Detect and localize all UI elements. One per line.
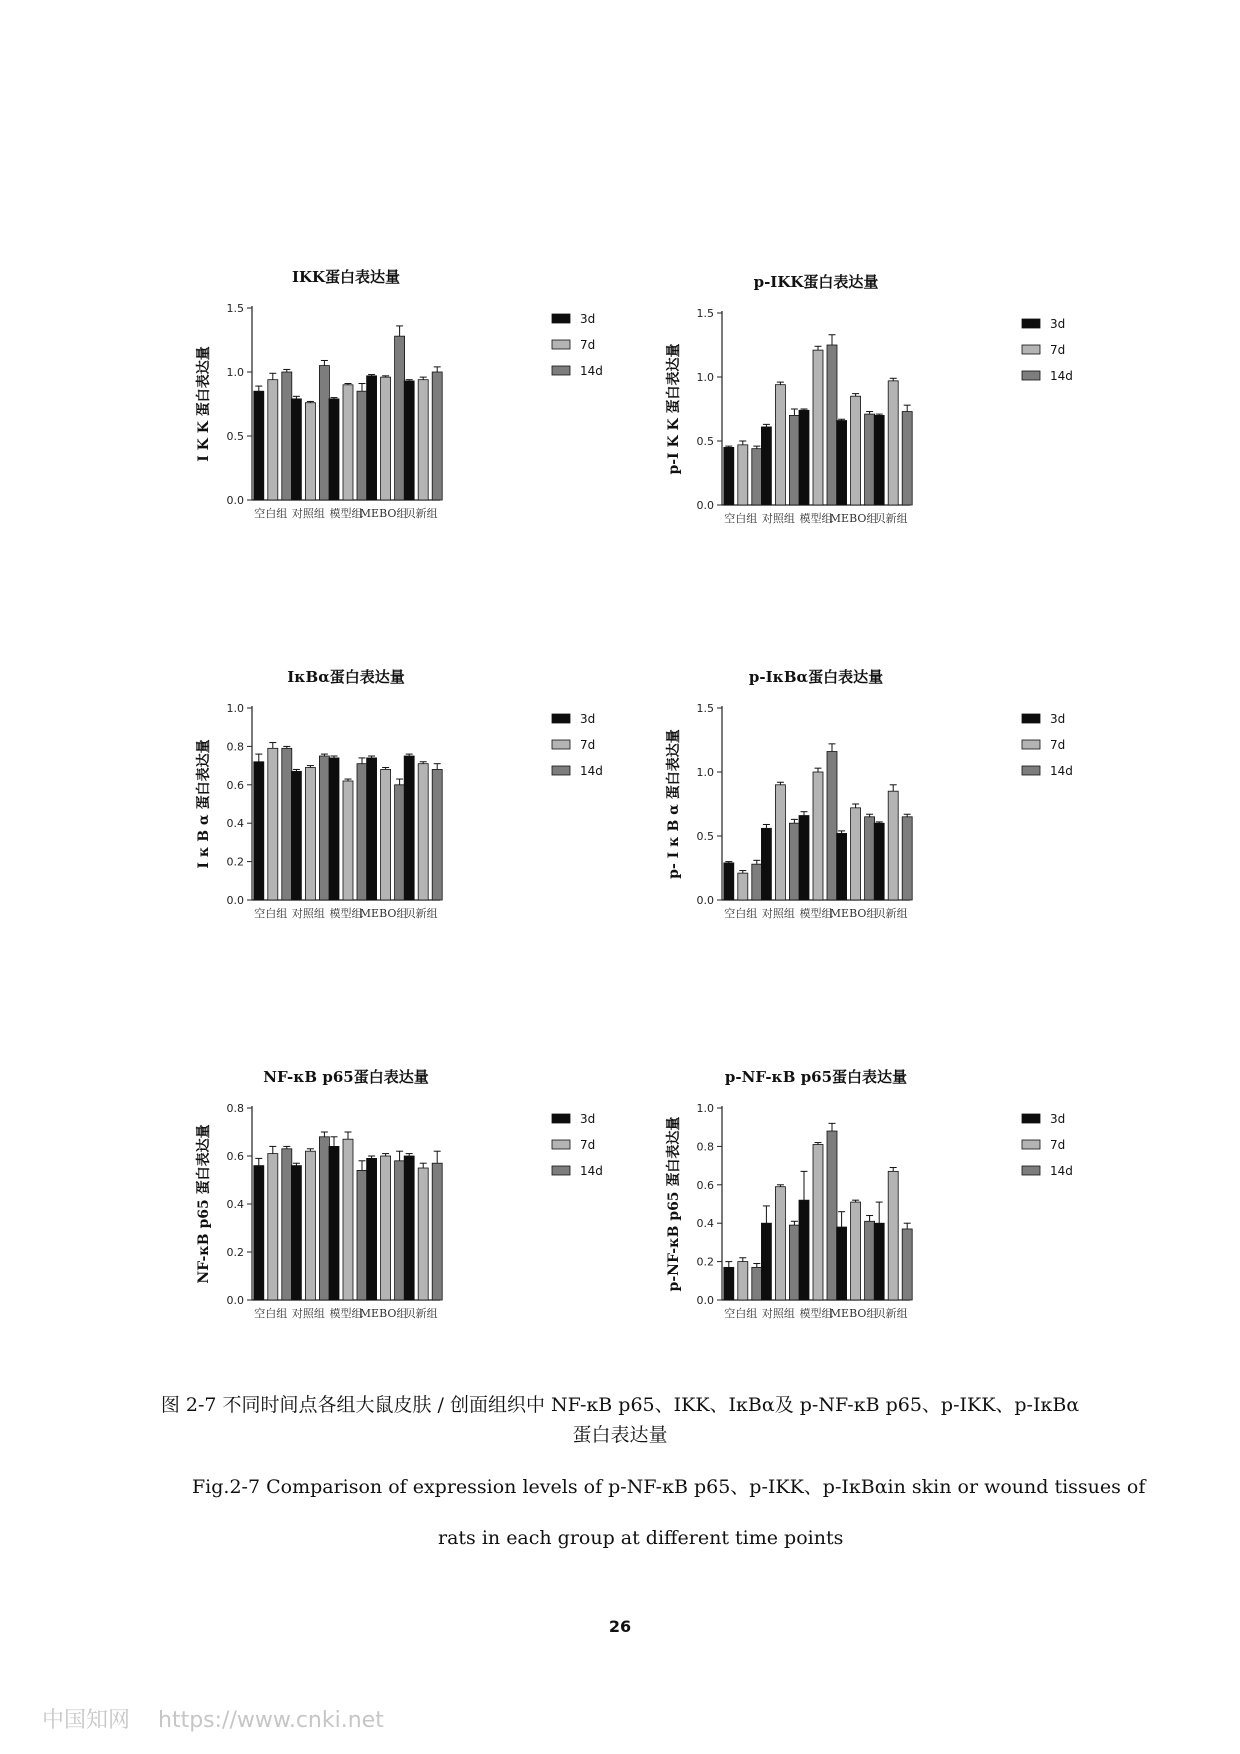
- x-tick-label: 空白组: [724, 1307, 758, 1320]
- bar-3d-1: [724, 863, 734, 900]
- bar-7d-3: [813, 772, 823, 900]
- y-tick-label: 0.0: [696, 499, 714, 512]
- y-tick-label: 1.5: [696, 702, 714, 715]
- x-tick-label: 空白组: [254, 507, 288, 520]
- x-tick-label: 对照组: [761, 512, 795, 525]
- x-tick-label: MEBO组: [829, 512, 878, 525]
- legend-swatch-7d: [552, 340, 570, 349]
- y-tick-label: 0.4: [226, 1198, 244, 1211]
- legend-swatch-14d: [552, 1166, 570, 1175]
- bar-7d-1: [738, 445, 748, 505]
- chart-title: p-IKK蛋白表达量: [753, 273, 879, 291]
- bar-14d-1: [282, 1149, 292, 1300]
- legend-swatch-14d: [1022, 766, 1040, 775]
- legend-swatch-7d: [1022, 1140, 1040, 1149]
- x-tick-label: MEBO组: [359, 507, 408, 520]
- legend-swatch-3d: [1022, 714, 1040, 723]
- bar-3d-1: [254, 762, 264, 900]
- x-tick-label: MEBO组: [359, 1307, 408, 1320]
- chart-p-nfkb-p65: [650, 1060, 1090, 1350]
- bar-14d-4: [395, 336, 405, 500]
- bar-14d-4: [395, 1161, 405, 1300]
- chart-svg: [650, 660, 1090, 950]
- x-tick-label: 对照组: [761, 907, 795, 920]
- y-tick-label: 1.0: [696, 371, 714, 384]
- bar-14d-3: [827, 752, 837, 900]
- x-tick-label: 贝新组: [404, 1307, 438, 1320]
- y-tick-label: 1.5: [226, 302, 244, 315]
- chart-ikba: [180, 660, 620, 950]
- bar-14d-1: [752, 1267, 762, 1300]
- y-tick-label: 0.2: [226, 1246, 244, 1259]
- y-tick-label: 0.8: [696, 1140, 714, 1154]
- bar-14d-1: [282, 748, 292, 900]
- bar-7d-5: [418, 764, 428, 900]
- bar-3d-3: [329, 399, 339, 500]
- bar-14d-2: [789, 415, 799, 505]
- x-tick-label: 模型组: [799, 1307, 833, 1320]
- legend-label-3d: 3d: [580, 1112, 596, 1126]
- x-tick-label: 贝新组: [404, 507, 438, 520]
- y-tick-label: 0.6: [226, 1150, 244, 1163]
- legend-label-7d: 7d: [580, 738, 596, 752]
- bar-7d-3: [813, 1144, 823, 1300]
- bar-3d-2: [761, 1223, 771, 1300]
- bar-14d-5: [432, 372, 442, 500]
- chart-nfkb-p65: [180, 1060, 620, 1350]
- bar-3d-5: [874, 823, 884, 900]
- y-axis-label: I K K 蛋白表达量: [196, 346, 212, 462]
- x-tick-label: 贝新组: [874, 1307, 908, 1320]
- y-tick-label: 0.2: [226, 855, 244, 869]
- y-tick-label: 1.5: [696, 307, 714, 320]
- legend-swatch-14d: [1022, 1166, 1040, 1175]
- bar-7d-4: [381, 377, 391, 500]
- chart-p-ikba: [650, 660, 1090, 950]
- bar-3d-3: [799, 816, 809, 900]
- legend-label-3d: 3d: [580, 712, 596, 726]
- bar-7d-5: [888, 381, 898, 505]
- page-number: 26: [608, 1617, 632, 1636]
- chart-ikk: [180, 260, 620, 550]
- legend-swatch-14d: [1022, 371, 1040, 380]
- legend-label-7d: 7d: [580, 338, 596, 352]
- chart-svg: [180, 260, 620, 550]
- bar-7d-5: [888, 791, 898, 900]
- x-tick-label: 对照组: [291, 1307, 325, 1320]
- legend-swatch-3d: [1022, 1114, 1040, 1123]
- figure-caption-cn: [100, 1390, 1140, 1450]
- bar-7d-4: [381, 769, 391, 900]
- bar-14d-2: [319, 756, 329, 900]
- x-tick-label: 空白组: [254, 907, 288, 920]
- bar-7d-4: [851, 1202, 861, 1300]
- bar-7d-4: [851, 396, 861, 505]
- legend-label-7d: 7d: [1050, 738, 1066, 752]
- bar-14d-3: [357, 764, 367, 900]
- y-axis-label: p- I κ B α 蛋白表达量: [666, 729, 682, 879]
- legend-swatch-14d: [552, 366, 570, 375]
- bar-3d-4: [837, 833, 847, 900]
- x-tick-label: 对照组: [291, 507, 325, 520]
- bar-3d-5: [404, 1156, 414, 1300]
- x-tick-label: 对照组: [761, 1307, 795, 1320]
- y-tick-label: 0.8: [226, 740, 244, 754]
- legend-swatch-3d: [552, 1114, 570, 1123]
- y-tick-label: 0.8: [226, 1102, 244, 1115]
- legend-swatch-3d: [552, 714, 570, 723]
- y-tick-label: 0.0: [696, 1294, 714, 1307]
- watermark-url: https://www.cnki.net: [158, 1708, 384, 1733]
- x-tick-label: MEBO组: [829, 907, 878, 920]
- bar-14d-5: [902, 817, 912, 900]
- bar-3d-5: [874, 415, 884, 505]
- bar-7d-3: [343, 781, 353, 900]
- x-tick-label: 空白组: [254, 1307, 288, 1320]
- bar-3d-1: [254, 1166, 264, 1300]
- bar-14d-2: [319, 366, 329, 500]
- y-tick-label: 0.6: [696, 1178, 714, 1192]
- bar-3d-5: [404, 756, 414, 900]
- bar-14d-3: [827, 345, 837, 505]
- chart-title: IKK蛋白表达量: [291, 268, 401, 286]
- legend-label-3d: 3d: [1050, 712, 1066, 726]
- bar-14d-3: [357, 391, 367, 500]
- x-tick-label: 模型组: [329, 907, 363, 920]
- legend-swatch-3d: [552, 314, 570, 323]
- chart-svg: [650, 1060, 1090, 1350]
- bar-14d-5: [432, 769, 442, 900]
- bar-3d-4: [837, 421, 847, 505]
- bar-7d-1: [268, 748, 278, 900]
- bar-7d-2: [775, 1187, 785, 1300]
- bar-3d-4: [367, 1158, 377, 1300]
- chart-title: NF-κB p65蛋白表达量: [263, 1068, 429, 1086]
- legend-label-14d: 14d: [1050, 764, 1073, 778]
- x-tick-label: MEBO组: [359, 907, 408, 920]
- legend-label-7d: 7d: [580, 1138, 596, 1152]
- bar-3d-3: [329, 1146, 339, 1300]
- legend-label-14d: 14d: [1050, 1164, 1073, 1178]
- x-tick-label: 模型组: [799, 512, 833, 525]
- legend-swatch-3d: [1022, 319, 1040, 328]
- caption-cn-line1: 图 2-7 不同时间点各组大鼠皮肤 / 创面组织中 NF-κB p65、IKK、IκBα及 p-NF-κB p65、p-IKK、p-IκBα: [160, 1394, 1080, 1416]
- legend-label-3d: 3d: [1050, 317, 1066, 331]
- bar-14d-3: [827, 1131, 837, 1300]
- y-tick-label: 0.0: [226, 1294, 244, 1307]
- x-tick-label: 模型组: [329, 1307, 363, 1320]
- bar-3d-2: [291, 771, 301, 900]
- y-axis-label: p-NF-κB p65 蛋白表达量: [666, 1116, 682, 1292]
- bar-3d-3: [799, 410, 809, 505]
- bar-7d-2: [775, 385, 785, 505]
- bar-7d-5: [418, 380, 428, 500]
- y-tick-label: 0.5: [696, 830, 714, 843]
- bar-7d-1: [268, 1154, 278, 1300]
- bar-3d-3: [329, 758, 339, 900]
- legend-label-14d: 14d: [580, 364, 603, 378]
- chart-svg: [180, 1060, 620, 1350]
- legend-swatch-7d: [1022, 740, 1040, 749]
- bar-3d-2: [761, 427, 771, 505]
- x-tick-label: 对照组: [291, 907, 325, 920]
- x-tick-label: 空白组: [724, 907, 758, 920]
- bar-7d-1: [268, 380, 278, 500]
- y-tick-label: 0.2: [696, 1255, 714, 1269]
- legend-swatch-7d: [552, 1140, 570, 1149]
- legend-label-3d: 3d: [580, 312, 596, 326]
- legend-swatch-7d: [1022, 345, 1040, 354]
- x-tick-label: 空白组: [724, 512, 758, 525]
- x-tick-label: 贝新组: [404, 907, 438, 920]
- bar-14d-5: [902, 412, 912, 505]
- chart-title: p-IκBα蛋白表达量: [748, 668, 884, 686]
- bar-3d-3: [799, 1200, 809, 1300]
- chart-p-ikk: [650, 265, 1090, 555]
- x-tick-label: 贝新组: [874, 512, 908, 525]
- bar-7d-3: [343, 385, 353, 500]
- x-tick-label: MEBO组: [829, 1307, 878, 1320]
- bar-14d-5: [902, 1229, 912, 1300]
- legend-label-14d: 14d: [1050, 369, 1073, 383]
- legend-label-7d: 7d: [1050, 343, 1066, 357]
- bar-14d-1: [282, 372, 292, 500]
- bar-14d-4: [395, 785, 405, 900]
- y-tick-label: 0.0: [226, 494, 244, 507]
- legend-label-14d: 14d: [580, 764, 603, 778]
- y-axis-label: p-I K K 蛋白表达量: [666, 343, 682, 475]
- legend-swatch-14d: [552, 766, 570, 775]
- y-tick-label: 0.5: [226, 430, 244, 443]
- bar-3d-2: [291, 399, 301, 500]
- bar-7d-4: [381, 1156, 391, 1300]
- bar-7d-1: [738, 873, 748, 900]
- bar-7d-3: [343, 1139, 353, 1300]
- bar-7d-2: [775, 785, 785, 900]
- bar-14d-4: [865, 1221, 875, 1300]
- bar-7d-4: [851, 808, 861, 900]
- legend-label-14d: 14d: [580, 1164, 603, 1178]
- caption-en-line1: Fig.2-7 Comparison of expression levels of p-NF-κB p65、p-IKK、p-IκBαin skin or wound tissues of: [192, 1476, 1146, 1498]
- bar-7d-2: [305, 1151, 315, 1300]
- bar-3d-4: [367, 758, 377, 900]
- watermark-cn: 中国知网: [42, 1708, 131, 1733]
- y-tick-label: 0.6: [226, 778, 244, 792]
- chart-svg: [650, 265, 1090, 555]
- legend-label-7d: 7d: [1050, 1138, 1066, 1152]
- x-tick-label: 贝新组: [874, 907, 908, 920]
- y-tick-label: 0.0: [696, 894, 714, 907]
- y-tick-label: 1.0: [226, 366, 244, 379]
- chart-svg: [180, 660, 620, 950]
- bar-14d-1: [752, 449, 762, 505]
- y-axis-label: NF-κB p65 蛋白表达量: [196, 1124, 212, 1284]
- bar-7d-1: [738, 1262, 748, 1300]
- bar-3d-5: [404, 381, 414, 500]
- bar-14d-2: [319, 1137, 329, 1300]
- bar-14d-4: [865, 817, 875, 900]
- watermark: [42, 1703, 384, 1734]
- bar-3d-5: [874, 1223, 884, 1300]
- x-tick-label: 模型组: [329, 507, 363, 520]
- bar-14d-2: [789, 823, 799, 900]
- bar-14d-4: [865, 414, 875, 505]
- bar-7d-2: [305, 403, 315, 500]
- bar-7d-2: [305, 768, 315, 900]
- bar-3d-4: [837, 1227, 847, 1300]
- bar-7d-5: [418, 1168, 428, 1300]
- y-tick-label: 0.0: [226, 894, 244, 907]
- chart-title: p-NF-κB p65蛋白表达量: [724, 1068, 908, 1086]
- bar-3d-2: [291, 1166, 301, 1300]
- bar-3d-1: [724, 447, 734, 505]
- legend-label-3d: 3d: [1050, 1112, 1066, 1126]
- bar-3d-1: [724, 1267, 734, 1300]
- caption-cn-line2: 蛋白表达量: [572, 1424, 668, 1446]
- bar-7d-3: [813, 350, 823, 505]
- bar-14d-5: [432, 1163, 442, 1300]
- legend-swatch-7d: [552, 740, 570, 749]
- bar-14d-1: [752, 864, 762, 900]
- bar-3d-4: [367, 376, 377, 500]
- y-tick-label: 1.0: [226, 702, 244, 715]
- y-tick-label: 1.0: [696, 1102, 714, 1115]
- y-tick-label: 0.5: [696, 435, 714, 448]
- bar-14d-3: [357, 1170, 367, 1300]
- y-axis-label: I κ B α 蛋白表达量: [196, 739, 212, 869]
- bar-7d-5: [888, 1171, 898, 1300]
- y-tick-label: 0.4: [696, 1217, 714, 1231]
- bar-3d-2: [761, 828, 771, 900]
- y-tick-label: 1.0: [696, 766, 714, 779]
- bar-3d-1: [254, 391, 264, 500]
- bar-14d-2: [789, 1225, 799, 1300]
- y-tick-label: 0.4: [226, 817, 244, 831]
- chart-title: IκBα蛋白表达量: [287, 668, 405, 686]
- x-tick-label: 模型组: [799, 907, 833, 920]
- caption-en-line2: rats in each group at different time points: [438, 1527, 844, 1549]
